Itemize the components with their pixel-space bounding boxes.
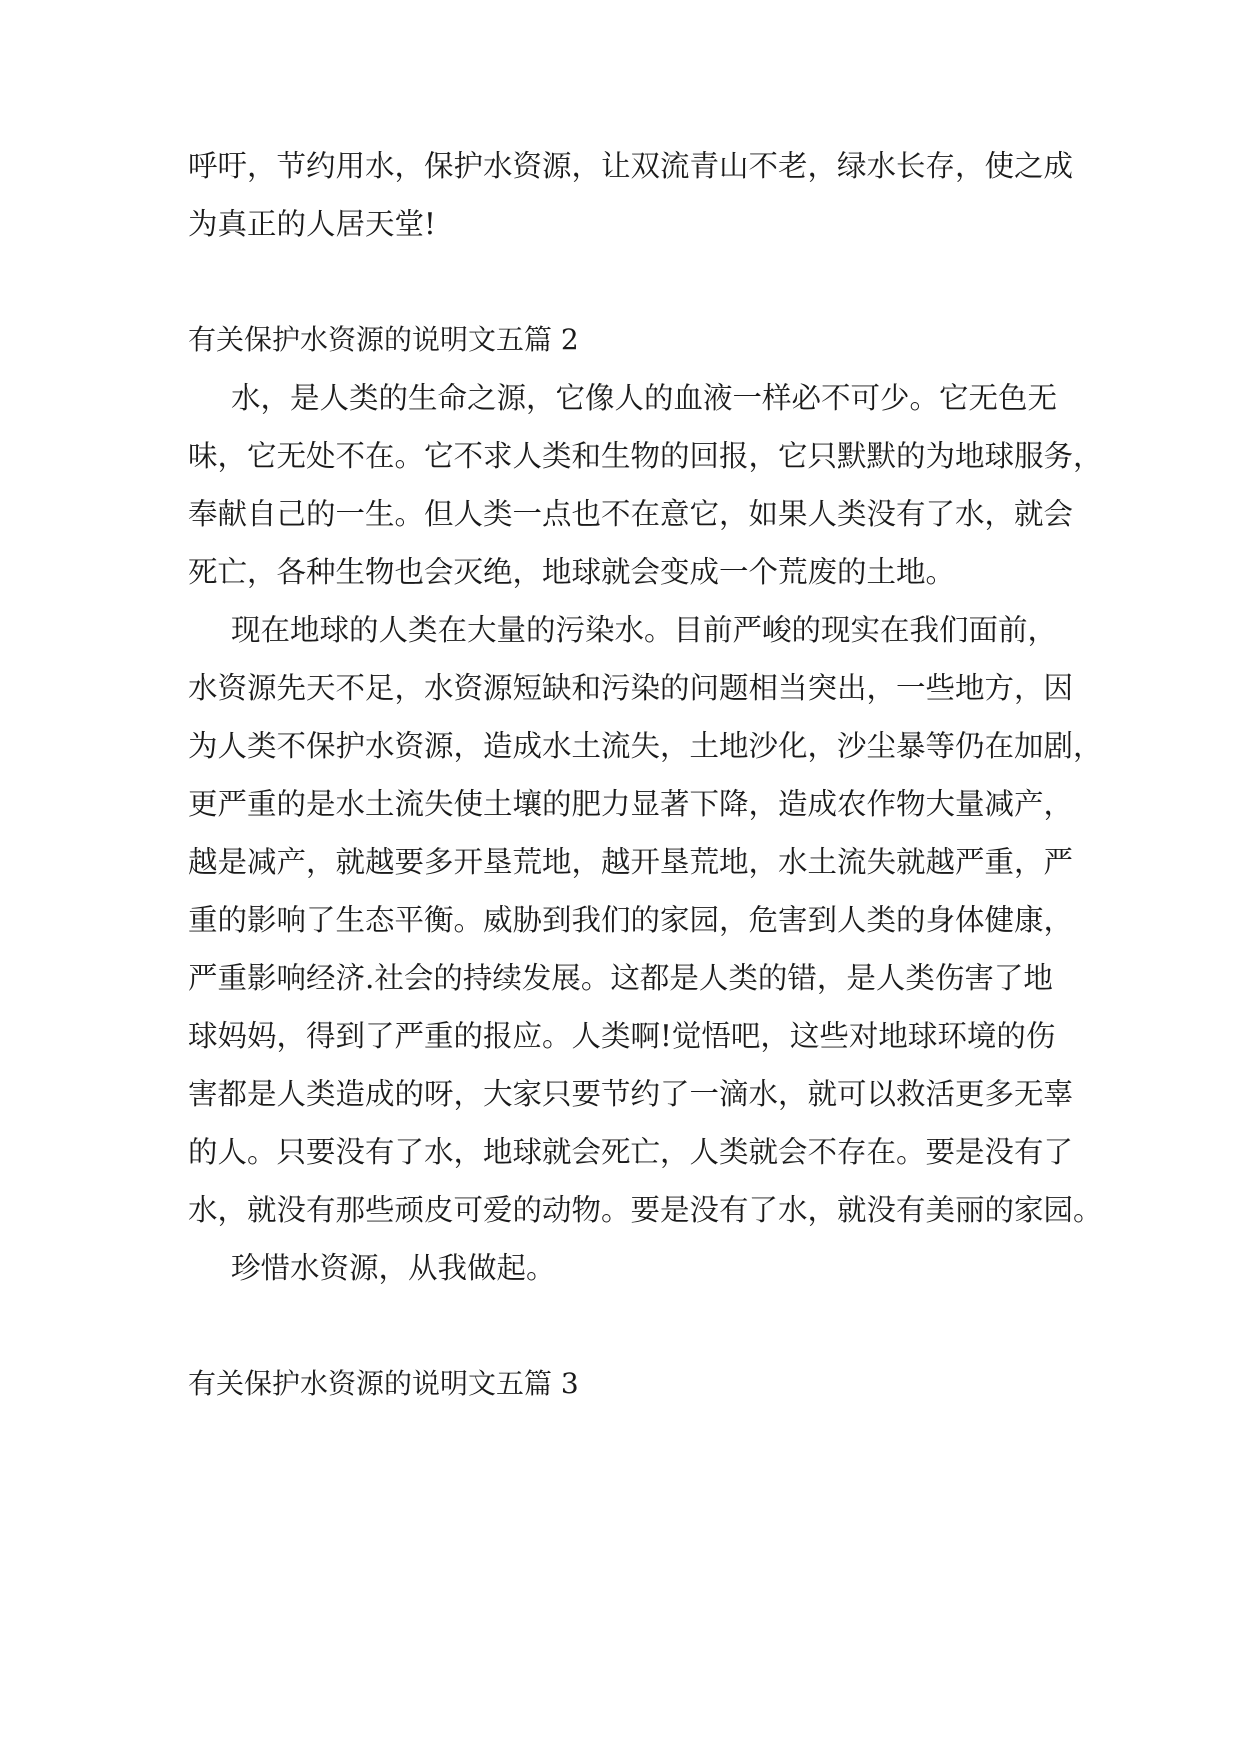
section-2-heading: 有关保护水资源的说明文五篇 2 [188, 323, 579, 356]
paragraph-line: 的人。只要没有了水，地球就会死亡，人类就会不存在。要是没有了 [188, 1135, 1074, 1169]
paragraph-line: 水资源先天不足，水资源短缺和污染的问题相当突出，一些地方，因 [188, 671, 1074, 705]
intro-line-2: 为真正的人居天堂! [188, 207, 436, 241]
paragraph-line: 水，就没有那些顽皮可爱的动物。要是没有了水，就没有美丽的家园。 [188, 1193, 1103, 1227]
paragraph-line: 现在地球的人类在大量的污染水。目前严峻的现实在我们面前， [231, 613, 1058, 647]
paragraph-line: 味，它无处不在。它不求人类和生物的回报，它只默默的为地球服务， [188, 439, 1103, 473]
section-3-heading: 有关保护水资源的说明文五篇 3 [188, 1367, 579, 1400]
intro-line-1: 呼吁，节约用水，保护水资源，让双流青山不老，绿水长存，使之成 [188, 149, 1074, 183]
paragraph-line: 严重影响经济.社会的持续发展。这都是人类的错，是人类伤害了地 [188, 961, 1053, 995]
paragraph-line: 球妈妈，得到了严重的报应。人类啊!觉悟吧，这些对地球环境的伤 [188, 1019, 1056, 1053]
paragraph-line: 重的影响了生态平衡。威胁到我们的家园，危害到人类的身体健康， [188, 903, 1074, 937]
paragraph-line: 奉献自己的一生。但人类一点也不在意它，如果人类没有了水，就会 [188, 497, 1074, 531]
paragraph-line: 为人类不保护水资源，造成水土流失，土地沙化，沙尘暴等仍在加剧， [188, 729, 1103, 763]
paragraph-line: 越是减产，就越要多开垦荒地，越开垦荒地，水土流失就越严重，严 [188, 845, 1074, 879]
paragraph-line: 更严重的是水土流失使土壤的肥力显著下降，造成农作物大量减产， [188, 787, 1074, 821]
paragraph-line: 珍惜水资源，从我做起。 [231, 1251, 556, 1285]
paragraph-line: 害都是人类造成的呀，大家只要节约了一滴水，就可以救活更多无辜 [188, 1077, 1074, 1111]
paragraph-line: 水，是人类的生命之源，它像人的血液一样必不可少。它无色无 [231, 381, 1058, 415]
paragraph-line: 死亡，各种生物也会灭绝，地球就会变成一个荒废的土地。 [188, 555, 956, 589]
